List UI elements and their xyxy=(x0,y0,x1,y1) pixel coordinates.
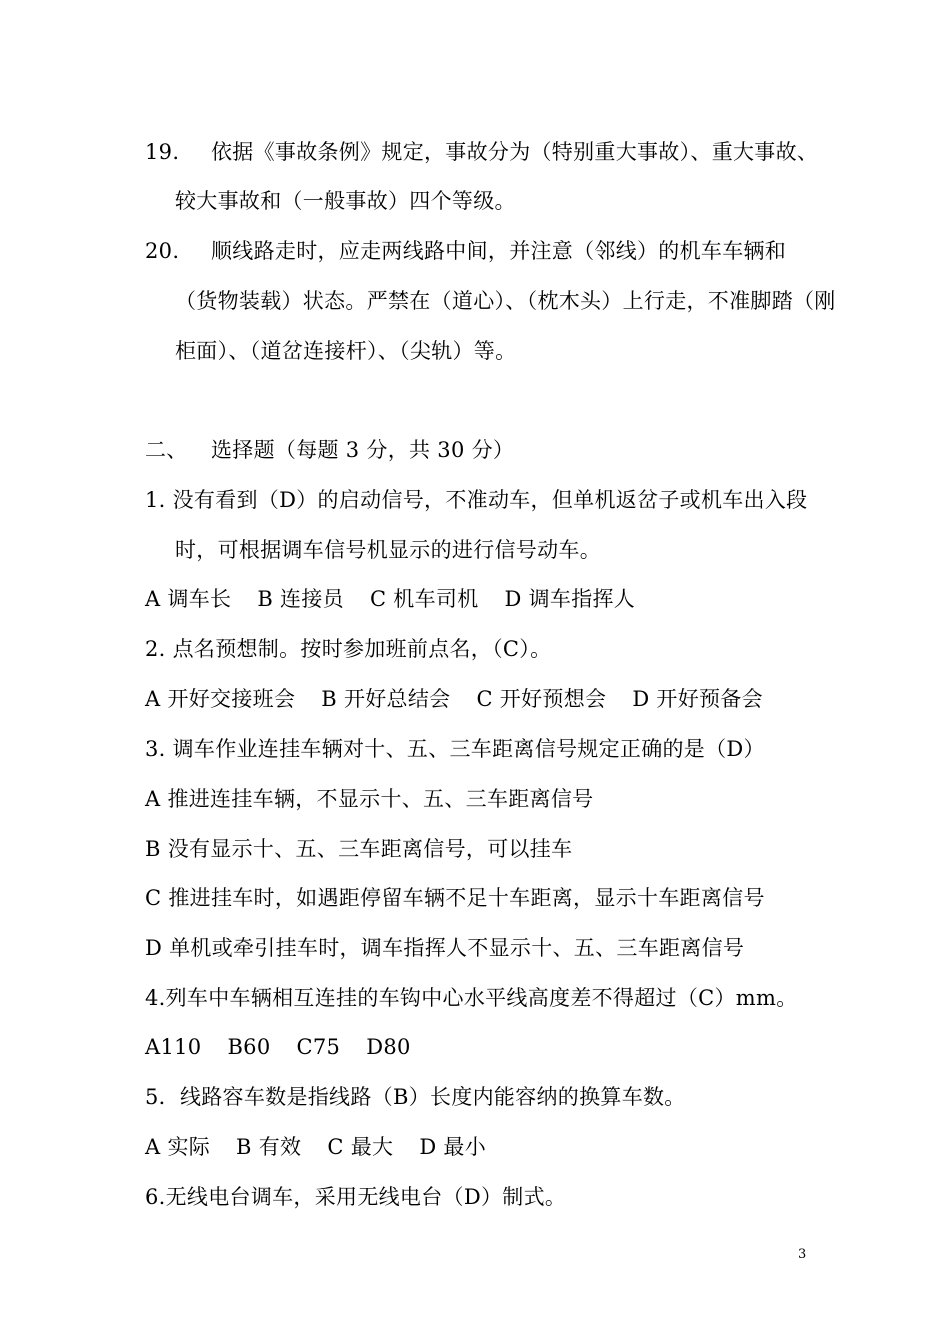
c1-option-b: B 连接员 xyxy=(257,587,344,611)
c5-option-a: A 实际 xyxy=(145,1135,211,1159)
c3-option-c: C 推进挂车时，如遇距停留车辆不足十车距离，显示十车距离信号 xyxy=(145,886,765,910)
q20-number: 20. xyxy=(145,239,180,263)
c5-line1: 5．线路容车数是指线路（B）长度内能容纳的换算车数。 xyxy=(145,1085,686,1109)
c4-options xyxy=(145,1032,411,1062)
c5-option-c: C 最大 xyxy=(327,1135,394,1159)
c3-option-a: A 推进连挂车辆，不显示十、五、三车距离信号 xyxy=(145,787,594,811)
c5-options xyxy=(145,1132,486,1162)
q20-text-1: 顺线路走时，应走两线路中间，并注意（邻线）的机车车辆和 xyxy=(211,239,787,263)
c2-option-b: B 开好总结会 xyxy=(321,687,451,711)
c6-line1: 6.无线电台调车，采用无线电台（D）制式。 xyxy=(145,1185,567,1209)
c1-option-d: D 调车指挥人 xyxy=(504,587,636,611)
c5-option-d: D 最小 xyxy=(419,1135,487,1159)
c1-options xyxy=(145,584,635,614)
section-title: 选择题（每题 3 分，共 30 分） xyxy=(211,438,515,462)
q19-number: 19. xyxy=(145,140,180,164)
c2-line1: 2. 点名预想制。按时参加班前点名，（C）。 xyxy=(145,637,552,661)
c1-option-a: A 调车长 xyxy=(145,587,232,611)
c2-option-a: A 开好交接班会 xyxy=(145,687,296,711)
c4-option-c: C75 xyxy=(296,1035,341,1059)
q19-line1 xyxy=(145,137,818,167)
c1-line2: 时，可根据调车信号机显示的进行信号动车。 xyxy=(175,538,601,562)
q19-line2: 较大事故和（一般事故）四个等级。 xyxy=(175,189,516,213)
q20-line1 xyxy=(145,236,786,266)
page-number: 3 xyxy=(798,1247,807,1262)
c3-line1: 3. 调车作业连挂车辆对十、五、三车距离信号规定正确的是（D） xyxy=(145,737,765,761)
c2-option-c: C 开好预想会 xyxy=(476,687,607,711)
section-heading xyxy=(145,435,514,465)
c5-option-b: B 有效 xyxy=(236,1135,302,1159)
q19-text-1: 依据《事故条例》规定，事故分为（特别重大事故）、重大事故、 xyxy=(211,140,819,164)
c2-option-d: D 开好预备会 xyxy=(632,687,763,711)
section-number: 二、 xyxy=(145,438,188,462)
q20-line2: （货物装载）状态。严禁在（道心）、（枕木头）上行走，不准脚踏（刚 xyxy=(175,289,836,313)
c4-option-a: A110 xyxy=(145,1035,202,1059)
q20-line3: 柜面）、（道岔连接杆）、（尖轨）等。 xyxy=(175,339,517,363)
c2-options xyxy=(145,684,763,714)
c3-option-d: D 单机或牵引挂车时，调车指挥人不显示十、五、三车距离信号 xyxy=(145,936,745,960)
c4-option-b: B60 xyxy=(227,1035,271,1059)
c4-option-d: D80 xyxy=(366,1035,411,1059)
c1-line1: 1. 没有看到（D）的启动信号，不准动车，但单机返岔子或机车出入段 xyxy=(145,488,808,512)
c4-line1: 4.列车中车辆相互连挂的车钩中心水平线高度差不得超过（C）mm。 xyxy=(145,986,798,1010)
c1-option-c: C 机车司机 xyxy=(369,587,479,611)
c3-option-b: B 没有显示十、五、三车距离信号，可以挂车 xyxy=(145,837,573,861)
